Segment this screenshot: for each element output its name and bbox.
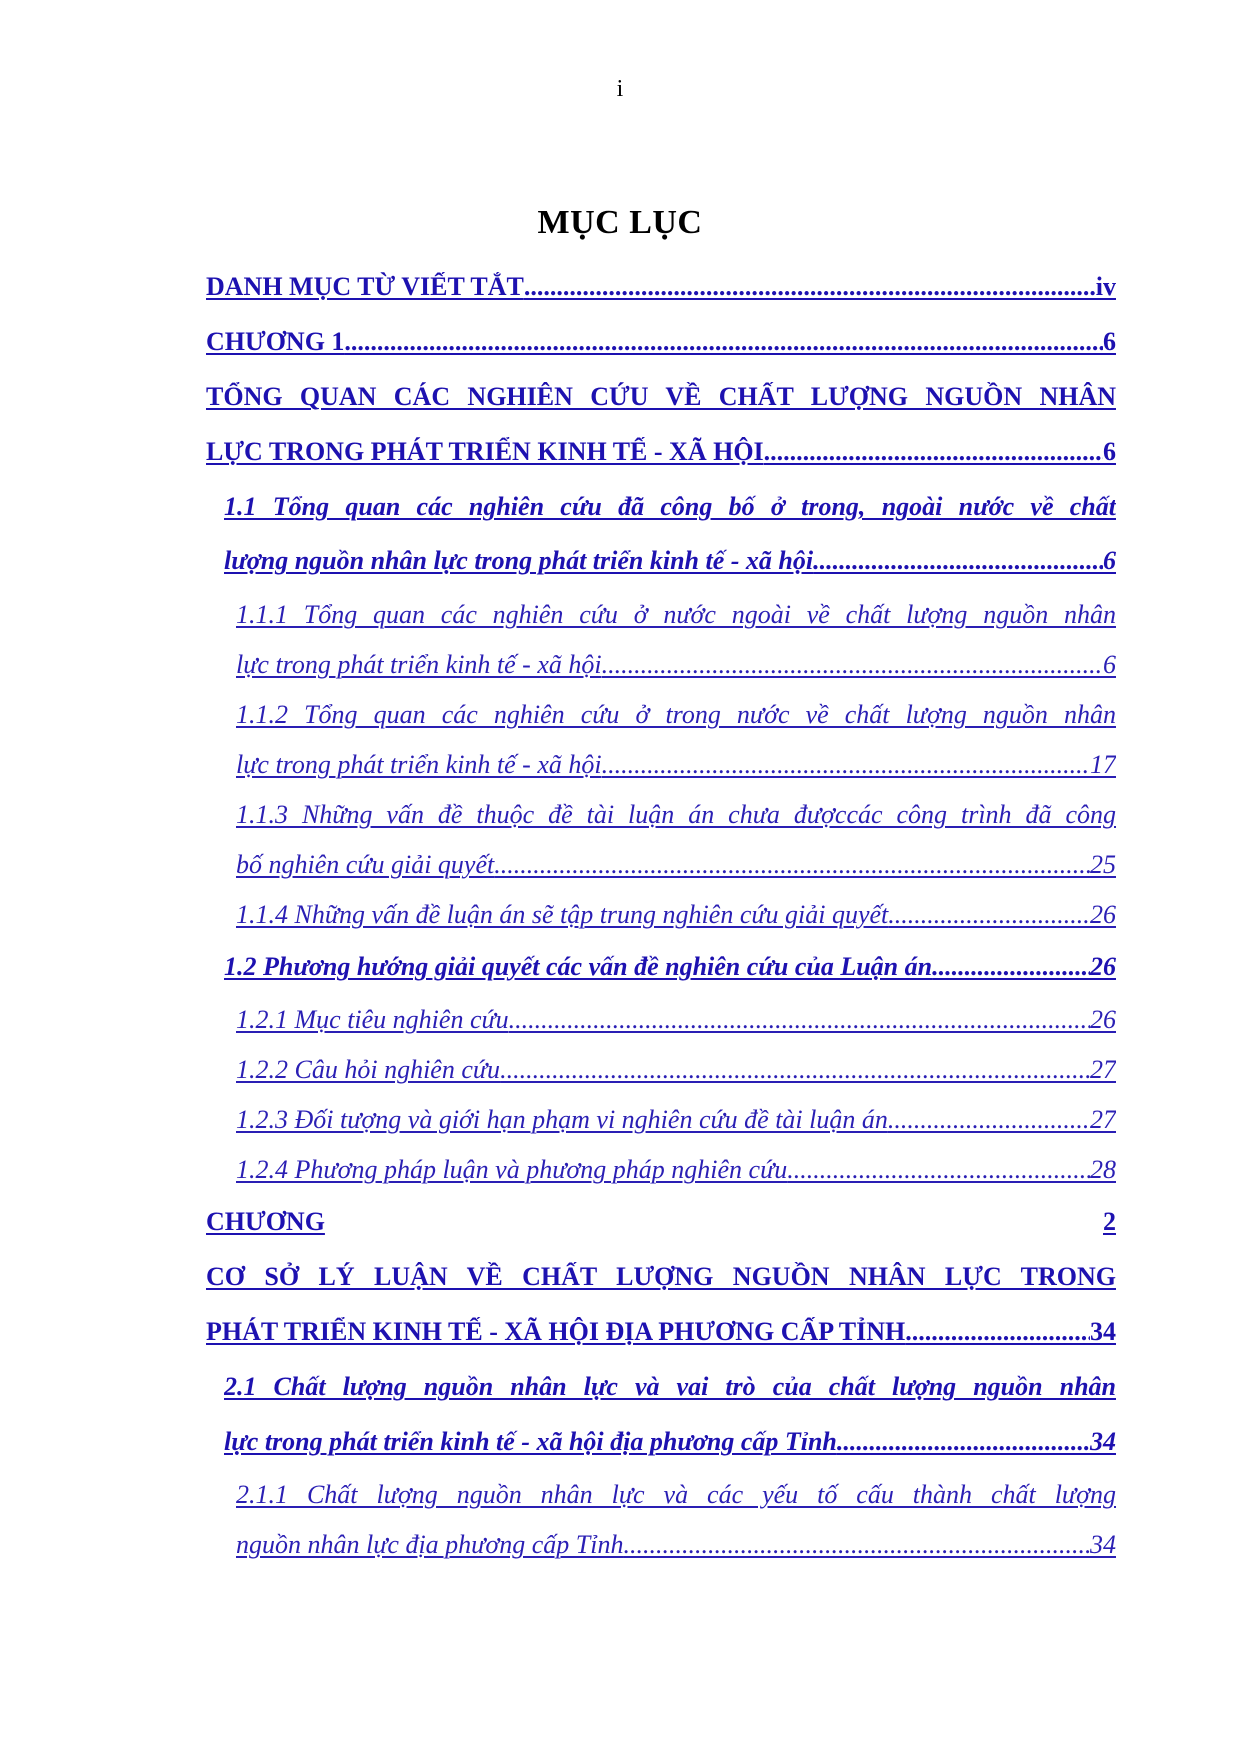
toc-entry-text: TỔNG QUAN CÁC NGHIÊN CỨU VỀ CHẤT LƯỢNG NGUỒN NHÂN (206, 382, 1116, 411)
toc-entry-page: 26 (1090, 900, 1116, 929)
toc-leader (764, 437, 1103, 467)
toc-entry-section-1-1-3-cont[interactable] (236, 850, 1116, 880)
toc-entry-section-2-1-cont[interactable] (224, 1427, 1116, 1457)
toc-leader (787, 1155, 1090, 1185)
toc-entry-page: 6 (1103, 650, 1116, 679)
toc-entry-text: 1.1.4 Những vấn đề luận án sẽ tập trung nghiên cứu giải quyết (236, 900, 889, 929)
toc-entry-text: 1.1 Tổng quan các nghiên cứu đã công bố ở trong, ngoài nước về chất (224, 492, 1116, 521)
toc-entry-page: 34 (1090, 1427, 1116, 1456)
toc-entry-section-1-1-4[interactable] (236, 900, 1116, 930)
toc-entry-page: 34 (1090, 1317, 1116, 1346)
toc-entry-text: LỰC TRONG PHÁT TRIỂN KINH TẾ - XÃ HỘI (206, 437, 764, 466)
toc-leader (888, 1105, 1090, 1135)
toc-entry-section-1-2-4[interactable] (236, 1155, 1116, 1185)
toc-entry-text: 1.2.4 Phương pháp luận và phương pháp nghiên cứu (236, 1155, 788, 1184)
toc-entry-text: CHƯƠNG 1 (206, 327, 345, 356)
toc-entry-section-1-1-1-cont[interactable] (236, 650, 1116, 680)
toc-entry-abbreviations[interactable] (206, 272, 1116, 302)
toc-entry-text: 2.1 Chất lượng nguồn nhân lực và vai trò của chất lượng nguồn nhân (224, 1372, 1116, 1401)
toc-entry-section-2-1[interactable] (224, 1372, 1116, 1402)
toc-leader (888, 900, 1090, 930)
toc-entry-text: 1.1.3 Những vấn đề thuộc đề tài luận án chưa đượccác công trình đã công (236, 800, 1116, 829)
toc-entry-text: CHƯƠNG (206, 1207, 325, 1236)
toc-entry-text: CƠ SỞ LÝ LUẬN VỀ CHẤT LƯỢNG NGUỒN NHÂN LỰC TRONG (206, 1262, 1116, 1291)
toc-entry-section-1-1-1[interactable] (236, 600, 1116, 630)
toc-leader (602, 750, 1090, 780)
toc-entry-page: 2 (1103, 1207, 1116, 1236)
toc-entry-page: 6 (1103, 437, 1116, 466)
toc-entry-section-1-2-1[interactable] (236, 1005, 1116, 1035)
toc-entry-section-1-1-2[interactable] (236, 700, 1116, 730)
toc-leader (932, 952, 1090, 982)
toc-entry-chapter-2-title[interactable] (206, 1262, 1116, 1292)
toc-entry-section-1-2-3[interactable] (236, 1105, 1116, 1135)
toc-entry-page: 17 (1090, 750, 1116, 779)
toc-entry-chapter-1-title-cont[interactable] (206, 437, 1116, 467)
toc-entry-page: 6 (1103, 327, 1116, 356)
toc-leader (494, 850, 1090, 880)
toc-leader (813, 546, 1103, 576)
toc-leader (344, 327, 1103, 357)
toc-entry-page: 27 (1090, 1055, 1116, 1084)
toc-entry-text: lực trong phát triển kinh tế - xã hội (236, 750, 602, 779)
toc-entry-chapter-2[interactable] (206, 1207, 1116, 1237)
toc-entry-section-1-1-cont[interactable] (224, 546, 1116, 576)
toc-leader (623, 1530, 1090, 1560)
toc-entry-text: bố nghiên cứu giải quyết (236, 850, 495, 879)
toc-entry-text: lực trong phát triển kinh tế - xã hội địa phương cấp Tỉnh (224, 1427, 837, 1456)
toc-entry-chapter-1-title[interactable] (206, 382, 1116, 412)
toc-leader (837, 1427, 1090, 1457)
toc-entry-section-2-1-1-cont[interactable] (236, 1530, 1116, 1560)
toc-entry-page: 25 (1090, 850, 1116, 879)
toc-entry-chapter-1[interactable] (206, 327, 1116, 357)
toc-entry-text: 1.2.3 Đối tượng và giới hạn phạm vi nghiên cứu đề tài luận án (236, 1105, 888, 1134)
toc-entry-text: lực trong phát triển kinh tế - xã hội (236, 650, 602, 679)
toc-entry-page: 26 (1090, 1005, 1116, 1034)
toc-entry-page: 26 (1090, 952, 1116, 981)
toc-entry-text: PHÁT TRIỂN KINH TẾ - XÃ HỘI ĐỊA PHƯƠNG CẤP TỈNH (206, 1317, 906, 1346)
toc-entry-text: 1.2.1 Mục tiêu nghiên cứu (236, 1005, 509, 1034)
toc-leader (500, 1055, 1090, 1085)
toc-entry-text: 1.1.2 Tổng quan các nghiên cứu ở trong nước về chất lượng nguồn nhân (236, 700, 1116, 729)
toc-entry-page: 27 (1090, 1105, 1116, 1134)
toc-leader (524, 272, 1096, 302)
toc-entry-page: 28 (1090, 1155, 1116, 1184)
toc-leader (905, 1317, 1090, 1347)
toc-entry-text: 1.1.1 Tổng quan các nghiên cứu ở nước ngoài về chất lượng nguồn nhân (236, 600, 1116, 629)
toc-entry-page: 34 (1090, 1530, 1116, 1559)
toc-entry-text: nguồn nhân lực địa phương cấp Tỉnh (236, 1530, 624, 1559)
toc-entry-section-2-1-1[interactable] (236, 1480, 1116, 1510)
toc-title: MỤC LỤC (537, 204, 703, 241)
page-number: i (616, 76, 624, 102)
toc-entry-text: 1.2 Phương hướng giải quyết các vấn đề nghiên cứu của Luận án (224, 952, 933, 981)
toc-entry-section-1-1-2-cont[interactable] (236, 750, 1116, 780)
toc-leader (509, 1005, 1090, 1035)
toc-leader (602, 650, 1103, 680)
toc-entry-page: 6 (1103, 546, 1116, 575)
toc-entry-text: 2.1.1 Chất lượng nguồn nhân lực và các yếu tố cấu thành chất lượng (236, 1480, 1116, 1509)
toc-entry-text: lượng nguồn nhân lực trong phát triển kinh tế - xã hội (224, 546, 814, 575)
toc-entry-section-1-1-3[interactable] (236, 800, 1116, 830)
toc-entry-page: iv (1095, 272, 1116, 301)
toc-entry-section-1-2[interactable] (224, 952, 1116, 982)
toc-entry-text: DANH MỤC TỪ VIẾT TẮT (206, 272, 524, 301)
toc-entry-chapter-2-title-cont[interactable] (206, 1317, 1116, 1347)
toc-entry-text: 1.2.2 Câu hỏi nghiên cứu (236, 1055, 501, 1084)
toc-entry-section-1-1[interactable] (224, 492, 1116, 522)
toc-entry-section-1-2-2[interactable] (236, 1055, 1116, 1085)
